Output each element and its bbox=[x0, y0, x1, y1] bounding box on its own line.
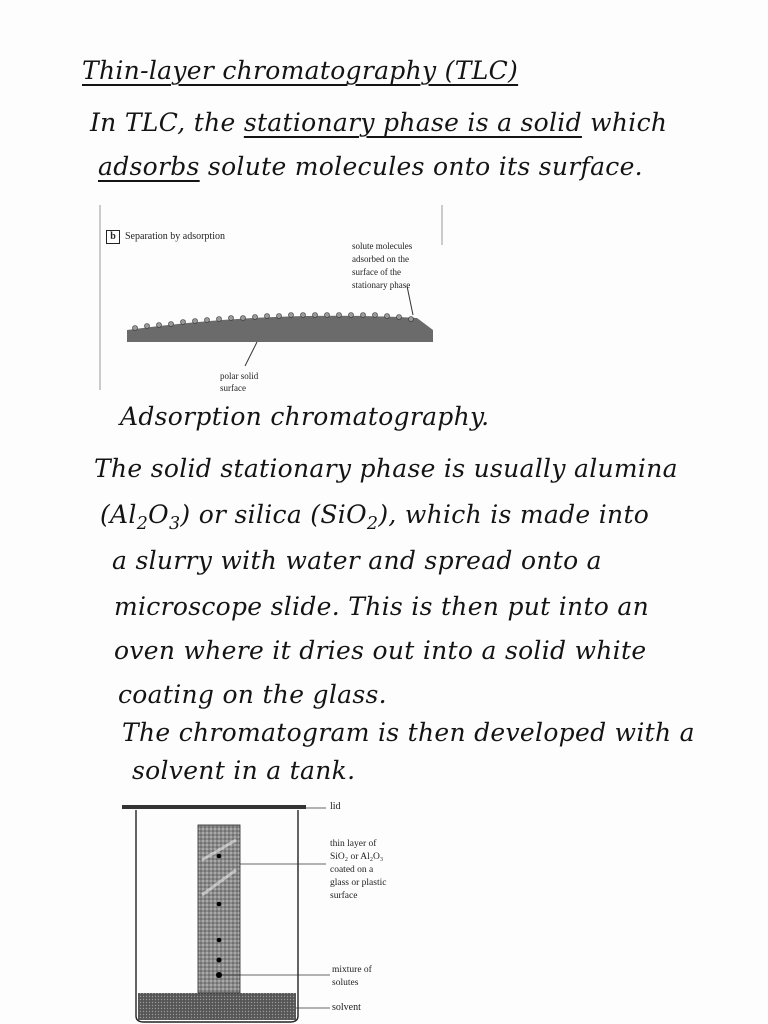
annotation-leader-bottom bbox=[245, 342, 257, 366]
annotation-solute bbox=[352, 240, 412, 292]
figure-label bbox=[106, 230, 225, 244]
intro-underlined: stationary phase is a solid bbox=[243, 108, 582, 137]
body-line-8: solvent in a tank. bbox=[132, 756, 356, 785]
intro-line-1 bbox=[90, 108, 667, 137]
figure-label-letter: b bbox=[106, 230, 120, 244]
subscript: 2 bbox=[366, 514, 379, 534]
solvent-layer bbox=[138, 993, 296, 1020]
label-line: solutes bbox=[332, 978, 359, 988]
label-solvent: solvent bbox=[332, 1002, 361, 1013]
label-line: coated on a bbox=[330, 865, 374, 875]
body-text: O bbox=[148, 500, 169, 529]
label-line: thin layer of bbox=[330, 839, 377, 849]
intro-text: In TLC, the bbox=[90, 108, 244, 137]
subscript: 2 bbox=[136, 514, 149, 534]
body-line-1: The solid stationary phase is usually alumina bbox=[94, 454, 678, 483]
label-line: SiO₂ or Al₂O₃ bbox=[330, 852, 384, 862]
body-line-6: coating on the glass. bbox=[118, 680, 387, 709]
label-mixture bbox=[332, 964, 372, 990]
annotation-line: stationary phase bbox=[352, 280, 411, 290]
page-title: Thin-layer chromatography (TLC) bbox=[82, 56, 519, 85]
label-line: surface bbox=[330, 891, 358, 901]
annotation-line: surface bbox=[220, 383, 246, 393]
label-lid: lid bbox=[330, 801, 341, 812]
intro-text: which bbox=[581, 108, 668, 137]
stationary-phase-layer bbox=[127, 316, 433, 342]
label-line: mixture of bbox=[332, 965, 372, 975]
annotation-line: surface of the bbox=[352, 267, 401, 277]
body-line-7: The chromatogram is then developed with a bbox=[122, 718, 695, 747]
body-text: ) or silica (SiO bbox=[180, 500, 367, 529]
label-line: glass or plastic bbox=[330, 878, 387, 888]
intro-text: solute molecules onto its surface. bbox=[199, 152, 643, 181]
label-thin-layer bbox=[330, 838, 386, 903]
body-text: ), which is made into bbox=[378, 500, 650, 529]
intro-underlined: adsorbs bbox=[98, 152, 200, 181]
annotation-polar bbox=[220, 370, 258, 394]
body-line-2 bbox=[100, 500, 649, 534]
body-line-5: oven where it dries out into a solid white bbox=[114, 636, 647, 665]
annotation-line: solute molecules bbox=[352, 241, 413, 251]
intro-line-2 bbox=[98, 152, 643, 181]
tlc-tank-figure bbox=[118, 800, 338, 1024]
figure-label-text: Separation by adsorption bbox=[125, 231, 225, 242]
annotation-line: polar solid bbox=[220, 371, 259, 381]
body-text: (Al bbox=[100, 500, 137, 529]
subscript: 3 bbox=[168, 514, 181, 534]
body-line-3: a slurry with water and spread onto a bbox=[112, 546, 602, 575]
body-line-4: microscope slide. This is then put into an bbox=[114, 592, 649, 621]
tank-lid bbox=[122, 805, 306, 809]
figure-caption: Adsorption chromatography. bbox=[120, 402, 490, 431]
annotation-line: adsorbed on the bbox=[352, 254, 409, 264]
